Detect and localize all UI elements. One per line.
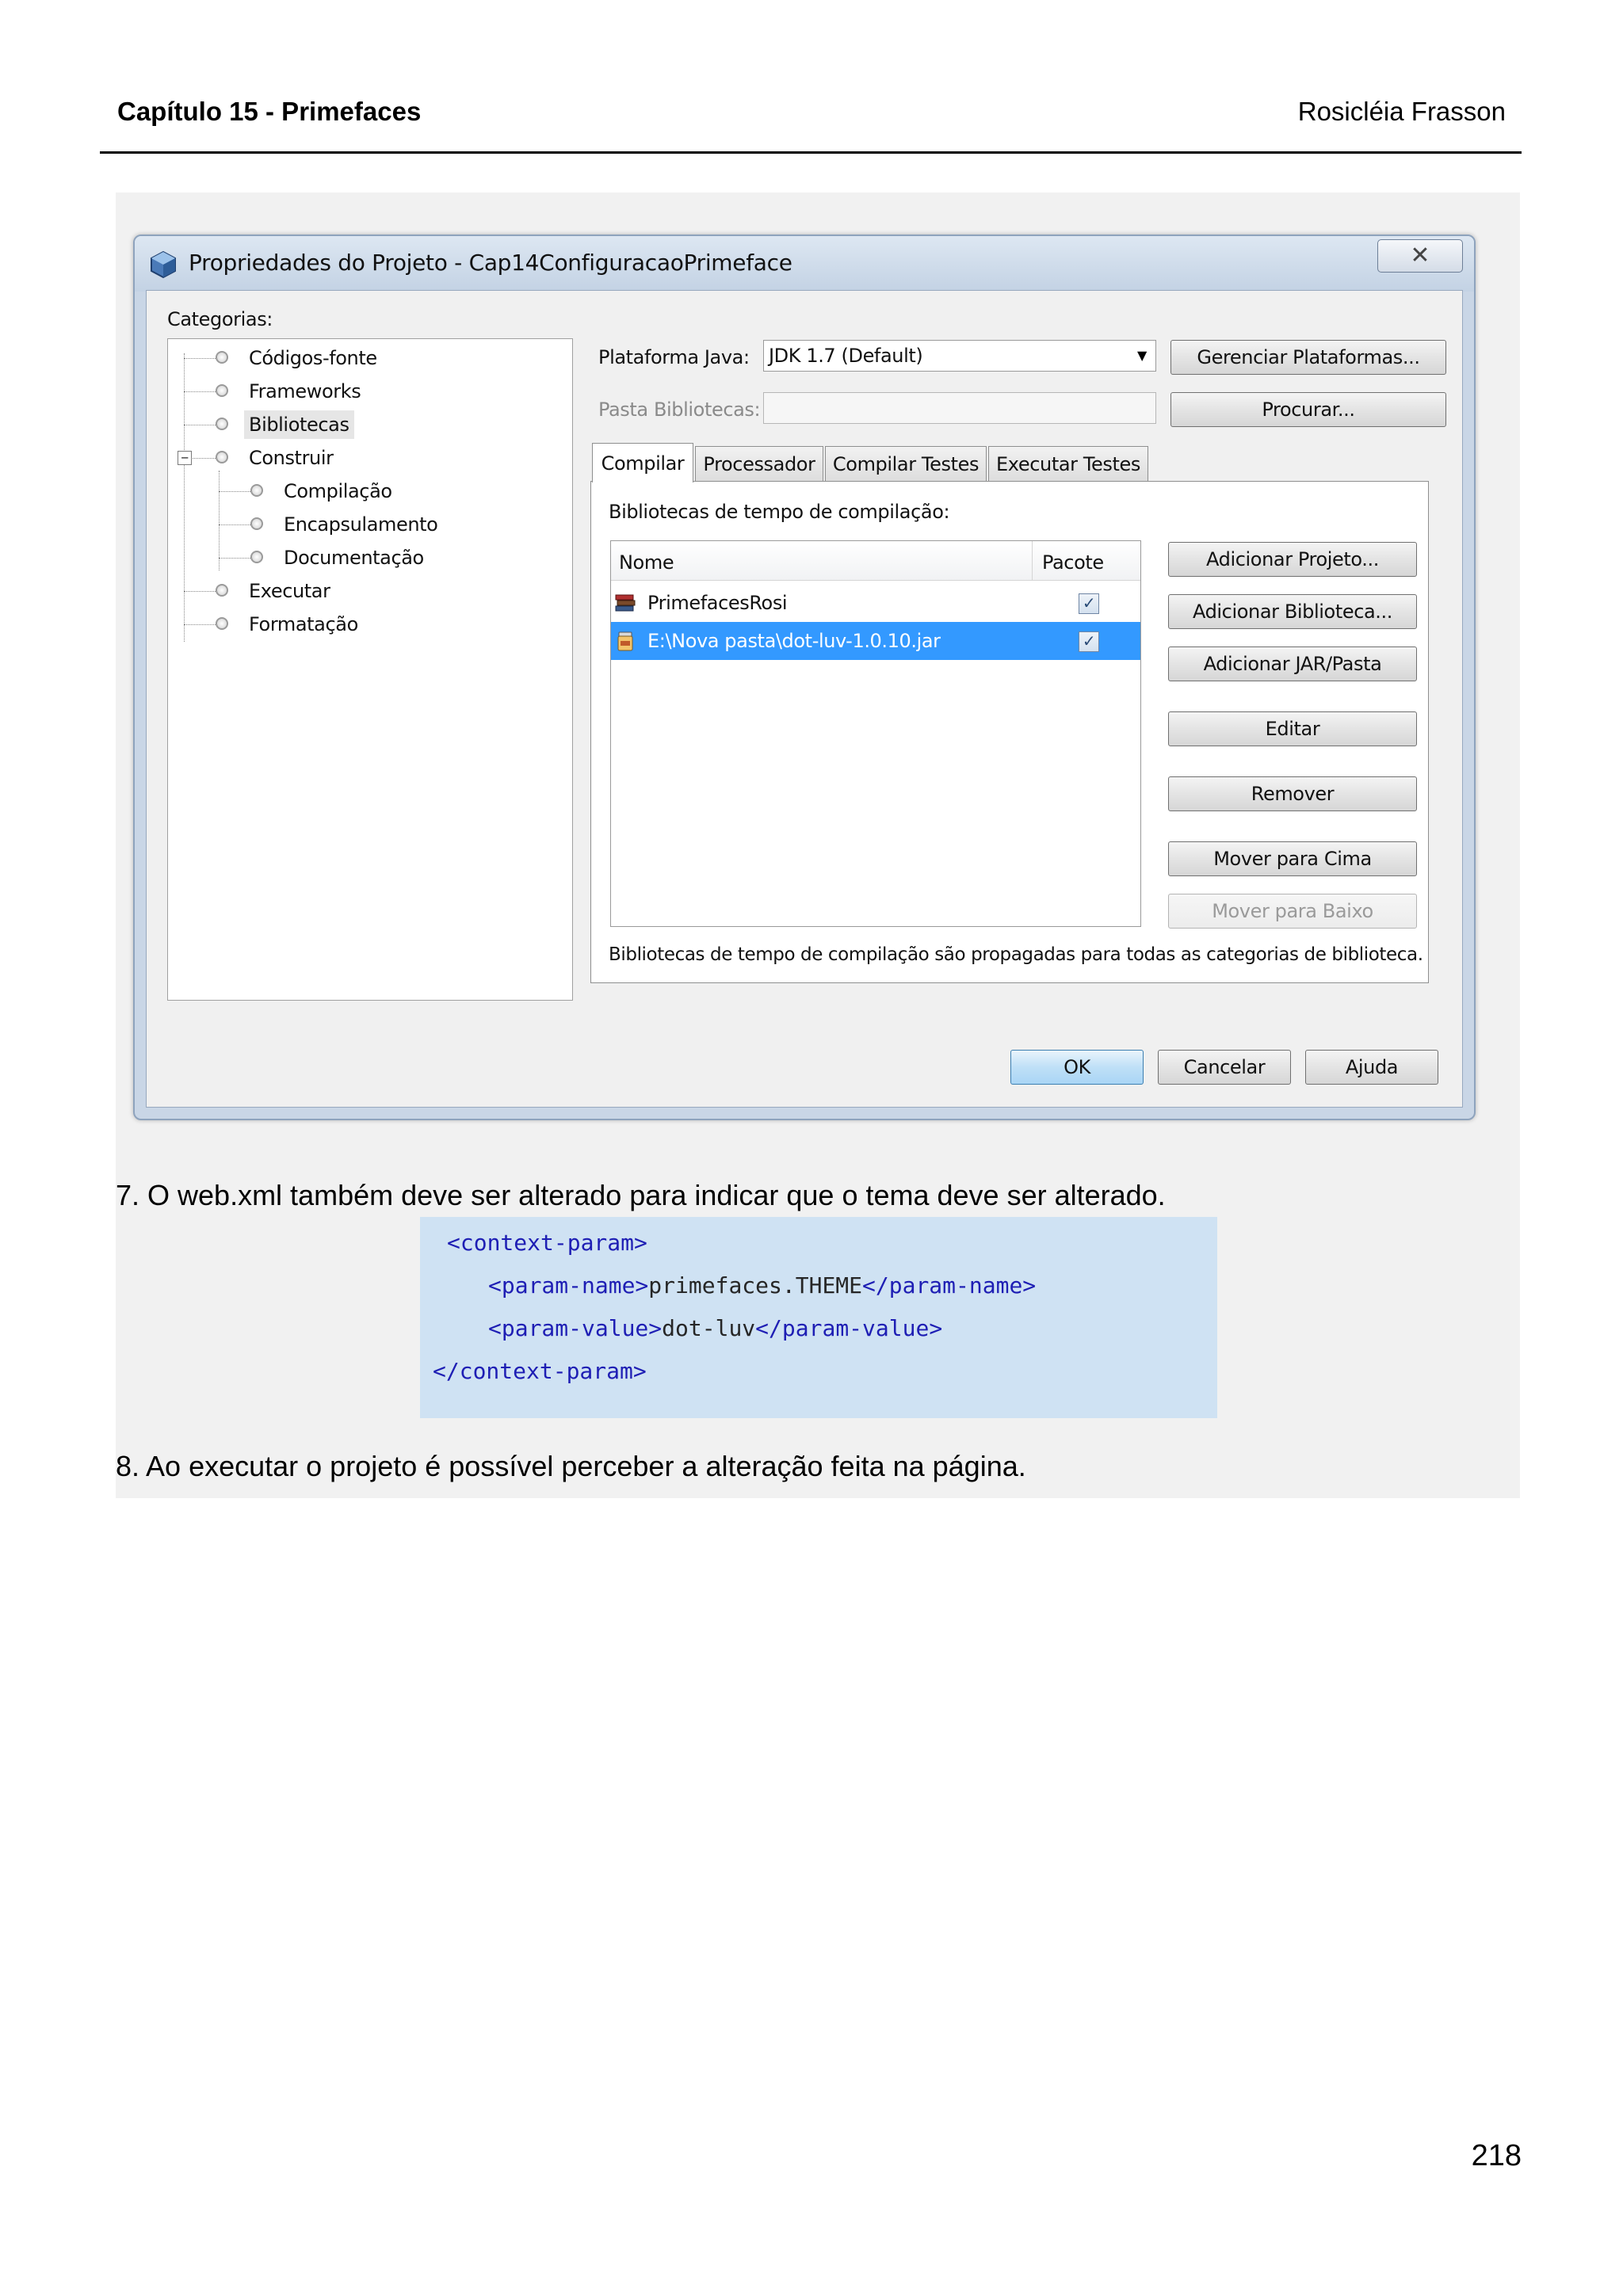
chapter-title: Capítulo 15 - Primefaces [117, 97, 422, 126]
node-icon [216, 418, 228, 430]
remove-button[interactable]: Remover [1168, 776, 1417, 811]
tree-guide-line [219, 491, 250, 492]
tree-guide-line [219, 471, 220, 570]
compile-libraries-label: Bibliotecas de tempo de compilação: [609, 501, 950, 523]
libraries-panel [590, 291, 1462, 1107]
package-checkbox[interactable]: ✓ [1079, 593, 1099, 614]
libraries-folder-label: Pasta Bibliotecas: [598, 399, 761, 421]
close-icon: ✕ [1410, 242, 1430, 269]
propagation-note: Bibliotecas de tempo de compilação são propagadas para todas as categorias de biblioteca. [609, 944, 1423, 965]
dialog-client-area [146, 290, 1463, 1108]
add-library-button[interactable]: Adicionar Biblioteca... [1168, 594, 1417, 629]
tab-compilar-testes[interactable]: Compilar Testes [825, 446, 987, 482]
step-7-text: 7. O web.xml também deve ser alterado para indicar que o tema deve ser alterado. [116, 1179, 1166, 1211]
tree-guide-line [219, 558, 250, 559]
node-icon [216, 451, 228, 463]
library-icon [614, 592, 636, 614]
code-line-2: <param-name>primefaces.THEME</param-name> [488, 1272, 1037, 1299]
add-jar-folder-button[interactable]: Adicionar JAR/Pasta [1168, 646, 1417, 681]
node-icon [216, 584, 228, 597]
node-icon [250, 484, 263, 497]
node-icon [250, 517, 263, 530]
ok-button[interactable]: OK [1010, 1050, 1144, 1085]
platform-select[interactable]: JDK 1.7 (Default) ▼ [763, 340, 1156, 372]
tree-guide-line [184, 624, 216, 625]
code-block [420, 1217, 1217, 1418]
step-8-text: 8. Ao executar o projeto é possível perceber a alteração feita na página. [116, 1450, 1026, 1482]
dialog-title: Propriedades do Projeto - Cap14ConfiguracaoPrimeface [189, 250, 792, 276]
table-row[interactable]: E:\Nova pasta\dot-luv-1.0.10.jar ✓ [611, 622, 1140, 660]
node-icon [216, 384, 228, 397]
code-line-4: </context-param> [433, 1358, 647, 1384]
manage-platforms-button[interactable]: Gerenciar Plataformas... [1170, 340, 1446, 375]
node-icon [216, 351, 228, 364]
tree-guide-line [184, 391, 216, 392]
author-name: Rosicléia Frasson [1297, 97, 1506, 126]
move-down-button[interactable]: Mover para Baixo [1168, 894, 1417, 929]
tab-executar-testes[interactable]: Executar Testes [988, 446, 1148, 482]
dialog-titlebar [135, 236, 1474, 292]
browse-button[interactable]: Procurar... [1170, 392, 1446, 427]
close-button[interactable] [1377, 239, 1463, 273]
project-properties-dialog [133, 235, 1476, 1120]
code-line-3: <param-value>dot-luv</param-value> [488, 1315, 943, 1341]
tree-guide-line [219, 524, 250, 525]
platform-label: Plataforma Java: [598, 346, 750, 368]
project-cube-icon [149, 250, 178, 279]
add-project-button[interactable]: Adicionar Projeto... [1168, 542, 1417, 577]
categories-tree[interactable]: − Códigos-fonte Frameworks Bibliotecas Construir Compilação Encapsulamento Documentação Executar Formatação [167, 338, 573, 1001]
node-icon [216, 617, 228, 630]
libraries-table[interactable] [610, 540, 1141, 927]
libraries-folder-input[interactable] [763, 392, 1156, 424]
tab-processador[interactable]: Processador [695, 446, 823, 482]
cancel-button[interactable]: Cancelar [1158, 1050, 1291, 1085]
jar-icon [614, 630, 636, 652]
help-button[interactable]: Ajuda [1305, 1050, 1438, 1085]
move-up-button[interactable]: Mover para Cima [1168, 841, 1417, 876]
column-header-package[interactable]: Pacote [1033, 541, 1140, 581]
categories-label: Categorias: [167, 308, 273, 330]
code-line-1: <context-param> [447, 1230, 647, 1256]
page-header [100, 93, 1522, 154]
node-icon [250, 551, 263, 563]
column-header-name[interactable]: Nome [611, 541, 1033, 581]
tree-guide-line [184, 353, 185, 642]
chevron-down-icon: ▼ [1137, 348, 1147, 363]
compile-tab-panel [590, 481, 1429, 983]
tab-compilar[interactable]: Compilar [592, 443, 693, 482]
tree-guide-line [184, 591, 216, 592]
page-number: 218 [1471, 2139, 1522, 2172]
package-checkbox[interactable]: ✓ [1079, 631, 1099, 652]
tree-guide-line [184, 358, 216, 359]
edit-button[interactable]: Editar [1168, 711, 1417, 746]
table-row[interactable]: PrimefacesRosi ✓ [611, 584, 1140, 622]
collapse-icon[interactable]: − [178, 451, 192, 465]
